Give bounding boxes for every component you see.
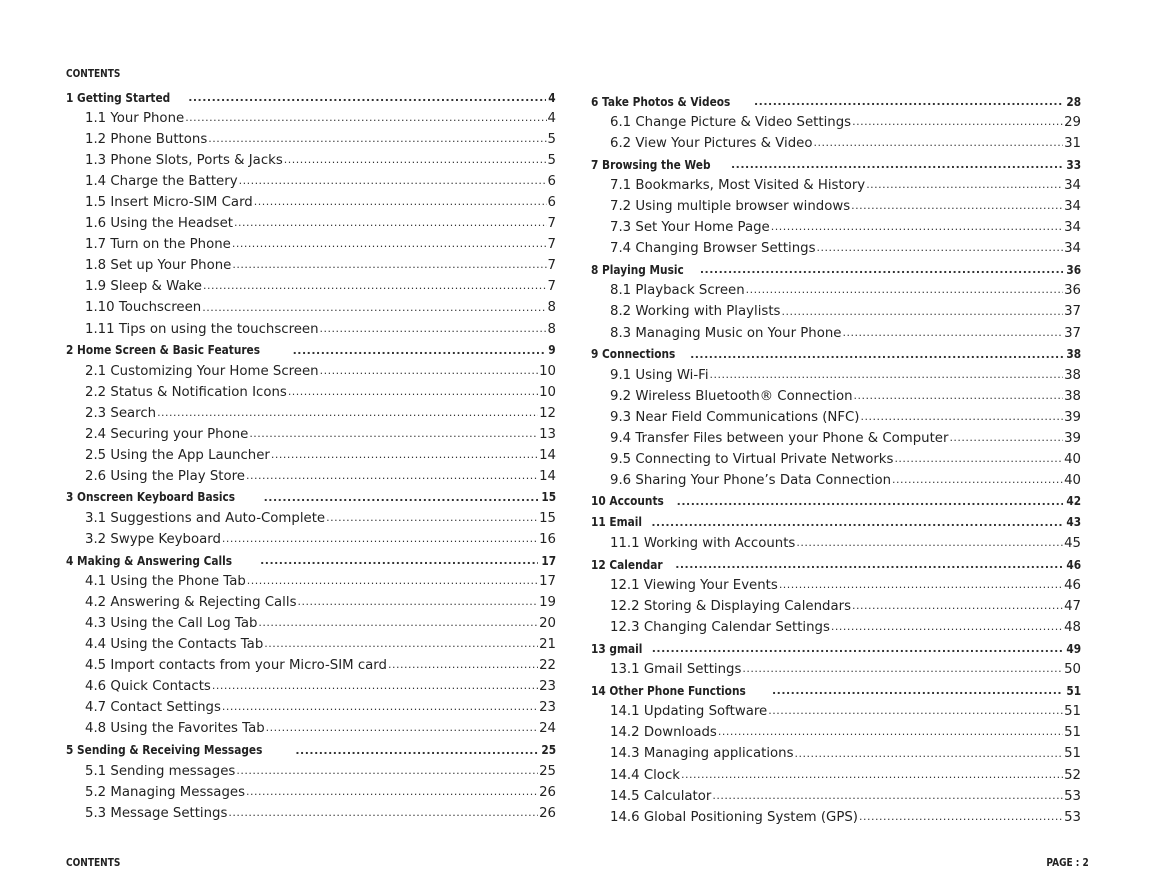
toc-entry-page-number: 34 (1064, 241, 1081, 257)
toc-entry-title: 2.3 Search (85, 405, 157, 421)
dot-leader (266, 718, 538, 739)
dot-leader (249, 424, 538, 445)
dot-leader (768, 701, 1063, 722)
toc-section-entry[interactable] (591, 428, 1081, 449)
footer-page-number: PAGE : 2 (1046, 856, 1089, 869)
dot-leader (271, 445, 538, 466)
toc-section-entry[interactable] (591, 407, 1081, 428)
toc-entry-page-number: 6 (547, 174, 556, 190)
toc-chapter-entry[interactable] (591, 344, 1081, 365)
toc-section-entry[interactable] (66, 508, 556, 529)
toc-entry-title: 2.4 Securing your Phone (85, 426, 249, 442)
toc-entry-page-number: 21 (539, 637, 556, 653)
toc-entry-page-number: 39 (1064, 430, 1081, 446)
toc-section-entry[interactable] (66, 529, 556, 550)
dot-leader (222, 529, 538, 550)
toc-entry-title: 5.1 Sending messages (85, 763, 236, 779)
toc-entry-page-number: 38 (1064, 388, 1081, 404)
toc-entry-title: 2.1 Customizing Your Home Screen (85, 363, 319, 379)
toc-entry-page-number: 53 (1064, 788, 1081, 804)
dot-leader (185, 108, 546, 129)
toc-entry-title: 1.6 Using the Headset (85, 216, 233, 232)
dot-leader (254, 192, 547, 213)
toc-chapter-entry[interactable] (591, 638, 1081, 659)
toc-entry-title: 8.2 Working with Playlists (610, 304, 781, 320)
dot-leader (157, 403, 538, 424)
dot-leader (320, 319, 547, 340)
toc-entry-page-number: 7 (547, 237, 556, 253)
toc-entry-page-number: 51 (1064, 704, 1081, 720)
toc-entry-page-number: 23 (539, 700, 556, 716)
dot-leader (851, 196, 1063, 217)
dot-leader (260, 550, 538, 571)
toc-entry-page-number: 15 (541, 490, 556, 505)
toc-entry-title: 2.2 Status & Notification Icons (85, 384, 287, 400)
toc-entry-page-number: 8 (547, 300, 556, 316)
toc-section-entry[interactable] (591, 786, 1081, 807)
toc-entry-title: 1 Getting Started (66, 90, 171, 105)
toc-entry-title: 7.3 Set Your Home Page (610, 220, 770, 236)
toc-chapter-entry[interactable] (66, 487, 556, 508)
toc-section-entry[interactable] (591, 449, 1081, 470)
toc-entry-title: 10 Accounts (591, 494, 664, 509)
dot-leader (779, 575, 1063, 596)
dot-leader (208, 129, 546, 150)
toc-entry-page-number: 25 (541, 742, 556, 757)
toc-entry-title: 1.7 Turn on the Phone (85, 237, 231, 253)
toc-section-entry[interactable] (591, 196, 1081, 217)
dot-leader (866, 175, 1063, 196)
toc-entry-page-number: 8 (547, 321, 556, 337)
toc-entry-page-number: 40 (1064, 472, 1081, 488)
toc-section-entry[interactable] (66, 613, 556, 634)
toc-section-entry[interactable] (66, 782, 556, 803)
toc-entry-page-number: 10 (539, 384, 556, 400)
toc-entry-page-number: 38 (1066, 347, 1081, 362)
toc-chapter-entry[interactable] (66, 87, 556, 108)
toc-section-entry[interactable] (591, 701, 1081, 722)
toc-entry-page-number: 51 (1064, 725, 1081, 741)
dot-leader (852, 596, 1063, 617)
toc-chapter-entry[interactable] (591, 491, 1081, 512)
toc-right-column (591, 91, 1081, 828)
toc-entry-title: 13 gmail (591, 641, 643, 656)
toc-entry-title: 11 Email (591, 515, 643, 530)
toc-entry-title: 2.6 Using the Play Store (85, 468, 245, 484)
dot-leader (712, 786, 1063, 807)
dot-leader (236, 761, 538, 782)
dot-leader (202, 297, 546, 318)
toc-entry-page-number: 7 (547, 279, 556, 295)
toc-chapter-entry[interactable] (591, 554, 1081, 575)
toc-entry-title: 12.3 Changing Calendar Settings (610, 620, 830, 636)
toc-entry-title: 3 Onscreen Keyboard Basics (66, 490, 236, 505)
dot-leader (710, 365, 1064, 386)
page-heading: CONTENTS (66, 67, 121, 80)
toc-entry-title: 14.1 Updating Software (610, 704, 768, 720)
toc-entry-page-number: 46 (1064, 578, 1081, 594)
toc-entry-title: 8.3 Managing Music on Your Phone (610, 325, 842, 341)
toc-entry-page-number: 33 (1066, 157, 1081, 172)
dot-leader (258, 613, 538, 634)
toc-section-entry[interactable] (66, 108, 556, 129)
toc-entry-title: 8 Playing Music (591, 262, 684, 277)
toc-section-entry[interactable] (591, 133, 1081, 154)
toc-entry-page-number: 9 (548, 343, 556, 358)
dot-leader (264, 487, 538, 508)
toc-entry-page-number: 37 (1064, 325, 1081, 341)
dot-leader (718, 722, 1063, 743)
dot-leader (212, 676, 538, 697)
dot-leader (284, 150, 547, 171)
toc-entry-title: 7.4 Changing Browser Settings (610, 241, 816, 257)
toc-section-entry[interactable] (591, 323, 1081, 344)
dot-leader (754, 91, 1063, 112)
toc-section-entry[interactable] (591, 765, 1081, 786)
dot-leader (203, 276, 547, 297)
toc-entry-page-number: 7 (547, 216, 556, 232)
toc-entry-page-number: 50 (1064, 662, 1081, 678)
toc-entry-page-number: 6 (547, 195, 556, 211)
toc-section-entry[interactable] (591, 365, 1081, 386)
toc-entry-title: 4.8 Using the Favorites Tab (85, 721, 265, 737)
toc-entry-title: 5.2 Managing Messages (85, 784, 246, 800)
toc-entry-page-number: 17 (539, 574, 556, 590)
toc-section-entry[interactable] (66, 129, 556, 150)
toc-entry-page-number: 53 (1064, 809, 1081, 825)
dot-leader (320, 361, 538, 382)
toc-entry-page-number: 12 (539, 405, 556, 421)
toc-section-entry[interactable] (66, 424, 556, 445)
dot-leader (651, 512, 1063, 533)
toc-entry-page-number: 45 (1064, 536, 1081, 551)
dot-leader (700, 259, 1063, 280)
toc-entry-page-number: 47 (1064, 599, 1081, 615)
dot-leader (232, 255, 546, 276)
toc-entry-page-number: 38 (1064, 367, 1081, 383)
dot-leader (842, 323, 1063, 344)
toc-entry-title: 12 Calendar (591, 557, 663, 572)
toc-entry-title: 14.3 Managing applications (610, 746, 794, 762)
toc-entry-title: 9.4 Transfer Files between your Phone & Computer (610, 430, 949, 446)
footer-section-label: CONTENTS (66, 856, 121, 869)
toc-entry-title: 3.1 Suggestions and Auto-Complete (85, 510, 326, 526)
toc-entry-title: 7 Browsing the Web (591, 157, 711, 172)
toc-section-entry[interactable] (591, 470, 1081, 491)
toc-section-entry[interactable] (591, 280, 1081, 301)
dot-leader (854, 386, 1064, 407)
dot-leader (652, 638, 1063, 659)
dot-leader (817, 238, 1064, 259)
toc-section-entry[interactable] (591, 722, 1081, 743)
toc-entry-title: 1.4 Charge the Battery (85, 174, 238, 190)
toc-entry-page-number: 28 (1066, 94, 1081, 109)
toc-entry-page-number: 24 (539, 721, 556, 737)
toc-chapter-entry[interactable] (591, 680, 1081, 701)
toc-section-entry[interactable] (591, 386, 1081, 407)
toc-section-entry[interactable] (66, 697, 556, 718)
toc-entry-title: 8.1 Playback Screen (610, 283, 745, 299)
toc-entry-page-number: 25 (539, 763, 556, 779)
toc-entry-page-number: 23 (539, 679, 556, 695)
toc-section-entry[interactable] (66, 382, 556, 403)
toc-entry-title: 1.10 Touchscreen (85, 300, 202, 316)
toc-chapter-entry[interactable] (591, 91, 1081, 112)
dot-leader (894, 449, 1063, 470)
toc-section-entry[interactable] (591, 659, 1081, 680)
toc-section-entry[interactable] (66, 361, 556, 382)
toc-chapter-entry[interactable] (66, 340, 556, 361)
toc-entry-page-number: 34 (1064, 199, 1081, 215)
dot-leader (246, 466, 538, 487)
toc-section-entry[interactable] (66, 276, 556, 297)
toc-entry-title: 9 Connections (591, 347, 676, 362)
toc-entry-title: 14.5 Calculator (610, 788, 712, 804)
toc-entry-page-number: 40 (1064, 451, 1081, 467)
toc-entry-title: 6.2 View Your Pictures & Video (610, 136, 813, 152)
dot-leader (742, 659, 1063, 680)
toc-section-entry[interactable] (66, 676, 556, 697)
toc-section-entry[interactable] (66, 803, 556, 824)
toc-entry-page-number: 19 (539, 595, 556, 611)
toc-entry-title: 4.1 Using the Phone Tab (85, 574, 246, 590)
dot-leader (746, 280, 1063, 301)
toc-entry-page-number: 51 (1066, 683, 1081, 698)
dot-leader (675, 554, 1063, 575)
toc-entry-page-number: 20 (539, 616, 556, 632)
toc-entry-title: 9.6 Sharing Your Phone’s Data Connection (610, 472, 892, 488)
toc-entry-title: 5 Sending & Receiving Messages (66, 742, 263, 757)
toc-entry-page-number: 51 (1064, 746, 1081, 762)
toc-entry-page-number: 10 (539, 363, 556, 379)
toc-section-entry[interactable] (66, 655, 556, 676)
dot-leader (772, 680, 1063, 701)
toc-section-entry[interactable] (66, 445, 556, 466)
toc-section-entry[interactable] (591, 807, 1081, 828)
toc-entry-page-number: 49 (1066, 641, 1081, 656)
dot-leader (293, 340, 547, 361)
toc-entry-title: 4 Making & Answering Calls (66, 553, 233, 568)
toc-chapter-entry[interactable] (66, 739, 556, 760)
dot-leader (852, 112, 1063, 133)
toc-entry-title: 1.8 Set up Your Phone (85, 258, 232, 274)
toc-chapter-entry[interactable] (591, 259, 1081, 280)
toc-left-column (66, 87, 556, 824)
toc-section-entry[interactable] (591, 112, 1081, 133)
toc-entry-page-number: 22 (539, 658, 556, 674)
toc-section-entry[interactable] (66, 571, 556, 592)
dot-leader (228, 803, 538, 824)
dot-leader (892, 470, 1063, 491)
toc-entry-title: 7.2 Using multiple browser windows (610, 199, 851, 215)
toc-entry-page-number: 34 (1064, 220, 1081, 236)
toc-section-entry[interactable] (591, 596, 1081, 617)
toc-entry-page-number: 4 (547, 111, 556, 127)
toc-section-entry[interactable] (591, 617, 1081, 638)
dot-leader (677, 491, 1063, 512)
toc-entry-page-number: 5 (547, 132, 556, 148)
toc-section-entry[interactable] (591, 217, 1081, 238)
toc-entry-title: 14.2 Downloads (610, 725, 717, 741)
toc-section-entry[interactable] (66, 150, 556, 171)
toc-entry-page-number: 26 (539, 805, 556, 821)
toc-section-entry[interactable] (66, 171, 556, 192)
toc-section-entry[interactable] (66, 634, 556, 655)
dot-leader (264, 634, 538, 655)
toc-section-entry[interactable] (66, 213, 556, 234)
toc-section-entry[interactable] (66, 718, 556, 739)
toc-entry-title: 1.1 Your Phone (85, 111, 185, 127)
toc-entry-title: 9.1 Using Wi-Fi (610, 367, 709, 383)
dot-leader (326, 508, 538, 529)
toc-section-entry[interactable] (591, 575, 1081, 596)
toc-entry-title: 14 Other Phone Functions (591, 683, 746, 698)
toc-entry-title: 6 Take Photos & Videos (591, 94, 731, 109)
toc-entry-title: 4.6 Quick Contacts (85, 679, 211, 695)
toc-entry-page-number: 36 (1064, 283, 1081, 299)
toc-entry-page-number: 43 (1066, 515, 1081, 530)
toc-section-entry[interactable] (591, 743, 1081, 764)
toc-entry-title: 14.6 Global Positioning System (GPS) (610, 809, 858, 825)
toc-chapter-entry[interactable] (591, 512, 1081, 533)
toc-entry-title: 3.2 Swype Keyboard (85, 532, 221, 547)
toc-entry-page-number: 48 (1064, 620, 1081, 636)
toc-entry-page-number: 15 (539, 510, 556, 526)
dot-leader (247, 571, 538, 592)
dot-leader (246, 782, 538, 803)
toc-entry-page-number: 37 (1064, 304, 1081, 320)
toc-entry-page-number: 17 (541, 553, 556, 568)
dot-leader (949, 428, 1063, 449)
toc-section-entry[interactable] (66, 234, 556, 255)
toc-entry-title: 4.4 Using the Contacts Tab (85, 637, 264, 653)
dot-leader (860, 407, 1063, 428)
toc-entry-title: 5.3 Message Settings (85, 805, 228, 821)
toc-entry-title: 4.5 Import contacts from your Micro-SIM card (85, 658, 387, 674)
dot-leader (188, 87, 546, 108)
toc-entry-title: 1.5 Insert Micro-SIM Card (85, 195, 253, 211)
toc-section-entry[interactable] (66, 761, 556, 782)
toc-entry-page-number: 7 (547, 258, 556, 274)
toc-entry-title: 7.1 Bookmarks, Most Visited & History (610, 178, 866, 194)
dot-leader (288, 382, 538, 403)
toc-section-entry[interactable] (66, 592, 556, 613)
dot-leader (234, 213, 547, 234)
toc-entry-page-number: 26 (539, 784, 556, 800)
dot-leader (771, 217, 1063, 238)
toc-entry-title: 1.11 Tips on using the touchscreen (85, 321, 319, 337)
toc-entry-page-number: 52 (1064, 767, 1081, 783)
dot-leader (814, 133, 1064, 154)
toc-entry-page-number: 4 (548, 90, 556, 105)
toc-entry-title: 1.9 Sleep & Wake (85, 279, 202, 295)
toc-entry-title: 11.1 Working with Accounts (610, 536, 796, 551)
dot-leader (781, 301, 1063, 322)
toc-chapter-entry[interactable] (591, 154, 1081, 175)
toc-entry-title: 9.2 Wireless Bluetooth® Connection (610, 388, 853, 404)
toc-section-entry[interactable] (591, 533, 1081, 554)
toc-section-entry[interactable] (66, 403, 556, 424)
toc-entry-title: 6.1 Change Picture & Video Settings (610, 115, 852, 131)
toc-entry-title: 4.7 Contact Settings (85, 700, 221, 716)
toc-section-entry[interactable] (591, 175, 1081, 196)
dot-leader (796, 533, 1063, 554)
toc-entry-title: 1.2 Phone Buttons (85, 132, 208, 148)
toc-entry-title: 4.2 Answering & Rejecting Calls (85, 595, 297, 611)
dot-leader (295, 739, 538, 760)
toc-entry-page-number: 13 (539, 426, 556, 442)
toc-entry-title: 2 Home Screen & Basic Features (66, 343, 261, 358)
toc-chapter-entry[interactable] (66, 550, 556, 571)
toc-entry-page-number: 16 (539, 532, 556, 547)
dot-leader (681, 765, 1063, 786)
dot-leader (388, 655, 538, 676)
dot-leader (859, 807, 1063, 828)
toc-entry-title: 12.2 Storing & Displaying Calendars (610, 599, 851, 615)
dot-leader (795, 743, 1064, 764)
dot-leader (239, 171, 547, 192)
toc-section-entry[interactable] (66, 255, 556, 276)
toc-entry-title: 12.1 Viewing Your Events (610, 578, 778, 594)
toc-entry-page-number: 34 (1064, 178, 1081, 194)
toc-entry-title: 9.3 Near Field Communications (NFC) (610, 409, 860, 425)
dot-leader (690, 344, 1063, 365)
toc-section-entry[interactable] (66, 297, 556, 318)
toc-entry-title: 4.3 Using the Call Log Tab (85, 616, 258, 632)
toc-entry-title: 13.1 Gmail Settings (610, 662, 742, 678)
dot-leader (232, 234, 547, 255)
toc-entry-page-number: 46 (1066, 557, 1081, 572)
toc-entry-title: 14.4 Clock (610, 767, 680, 783)
toc-section-entry[interactable] (66, 466, 556, 487)
toc-entry-title: 9.5 Connecting to Virtual Private Networks (610, 451, 894, 467)
dot-leader (222, 697, 538, 718)
toc-entry-page-number: 36 (1066, 262, 1081, 277)
toc-section-entry[interactable] (66, 319, 556, 340)
toc-entry-page-number: 14 (539, 447, 556, 463)
toc-entry-page-number: 42 (1066, 494, 1081, 509)
toc-section-entry[interactable] (66, 192, 556, 213)
toc-section-entry[interactable] (591, 301, 1081, 322)
toc-entry-page-number: 5 (547, 153, 556, 169)
dot-leader (731, 154, 1063, 175)
toc-section-entry[interactable] (591, 238, 1081, 259)
toc-entry-title: 2.5 Using the App Launcher (85, 447, 270, 463)
toc-entry-page-number: 39 (1064, 409, 1081, 425)
dot-leader (298, 592, 539, 613)
toc-entry-page-number: 31 (1064, 136, 1081, 152)
toc-entry-page-number: 14 (539, 468, 556, 484)
toc-entry-title: 1.3 Phone Slots, Ports & Jacks (85, 153, 283, 169)
dot-leader (831, 617, 1063, 638)
toc-entry-page-number: 29 (1064, 115, 1081, 131)
